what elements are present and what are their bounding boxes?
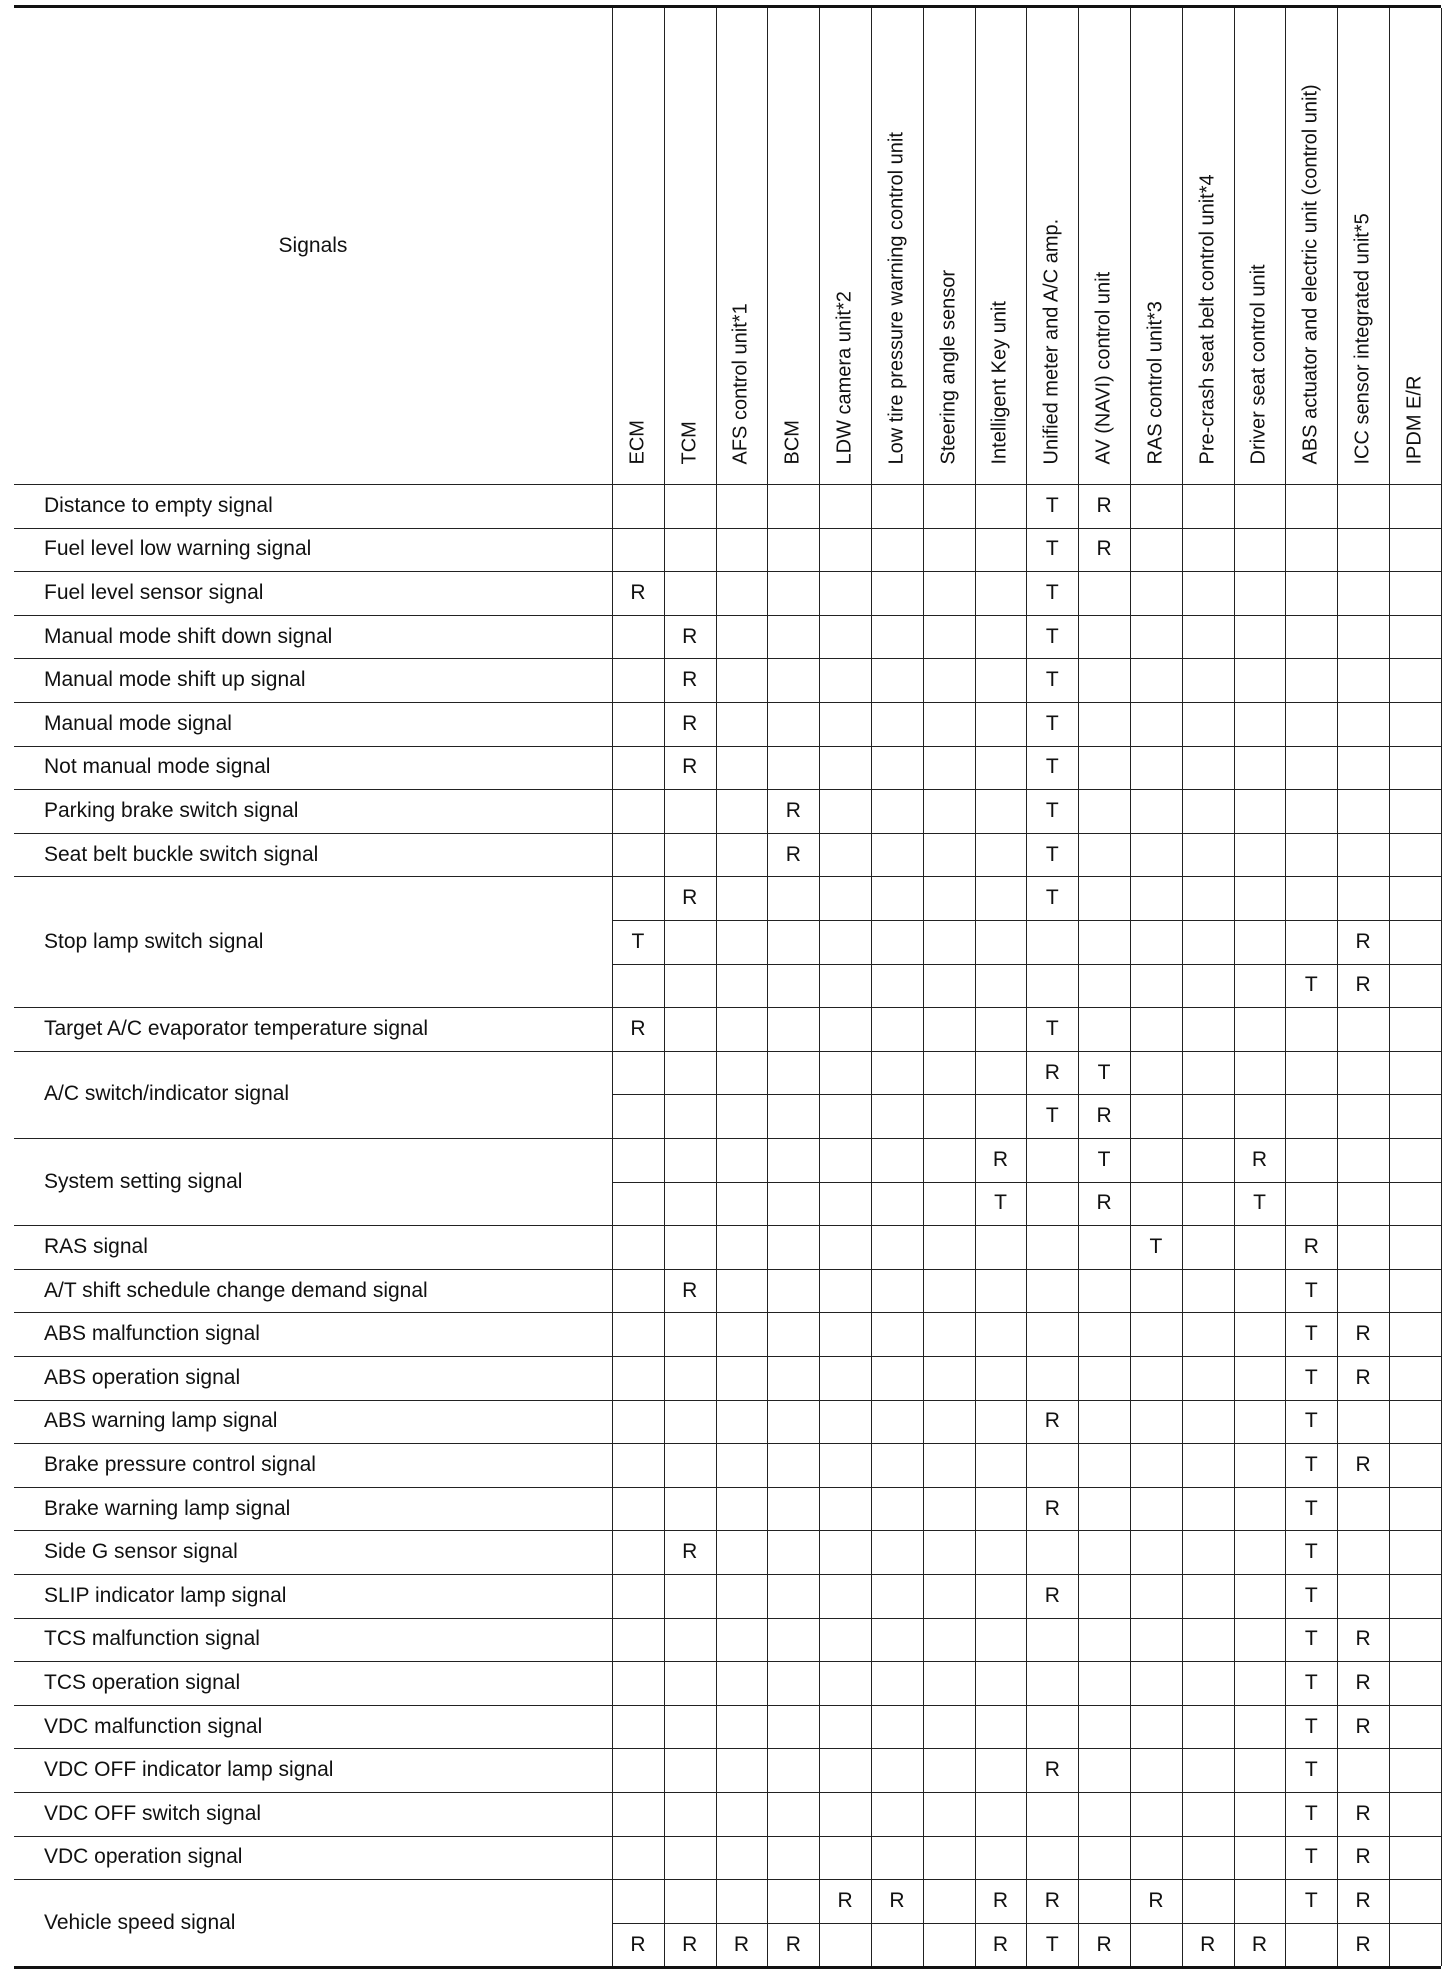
column-divider bbox=[716, 8, 717, 1966]
signal-mark: R bbox=[889, 1888, 905, 1912]
column-header-label: ICC sensor integrated unit*5 bbox=[1351, 213, 1374, 465]
signal-mark: R bbox=[1096, 493, 1112, 517]
column-divider bbox=[1234, 8, 1235, 1966]
signal-mark: T bbox=[1149, 1234, 1163, 1258]
column-header bbox=[1078, 8, 1130, 484]
column-header-label: Driver seat control unit bbox=[1247, 264, 1270, 465]
signal-mark: R bbox=[682, 711, 698, 735]
signal-name: RAS signal bbox=[44, 1234, 148, 1258]
column-header bbox=[975, 8, 1027, 484]
signal-mark: T bbox=[1045, 493, 1059, 517]
signal-mark: R bbox=[1355, 1932, 1371, 1956]
row-divider bbox=[14, 1312, 1441, 1313]
signal-name: Stop lamp switch signal bbox=[44, 929, 264, 953]
signal-name: Target A/C evaporator temperature signal bbox=[44, 1016, 429, 1040]
column-header bbox=[716, 8, 768, 484]
row-divider bbox=[14, 528, 1441, 529]
column-header-label: IPDM E/R bbox=[1403, 375, 1426, 465]
signal-mark: T bbox=[1304, 1452, 1318, 1476]
signal-mark: R bbox=[1355, 1714, 1371, 1738]
column-header-label: Unified meter and A/C amp. bbox=[1040, 218, 1063, 465]
signal-name: VDC operation signal bbox=[44, 1845, 243, 1869]
row-divider bbox=[14, 1269, 1441, 1270]
signal-mark: T bbox=[1045, 798, 1059, 822]
row-divider bbox=[14, 746, 1441, 747]
signal-mark: R bbox=[682, 1932, 698, 1956]
column-divider bbox=[1026, 8, 1027, 1966]
signal-mark: R bbox=[1096, 1104, 1112, 1128]
column-divider bbox=[1441, 8, 1442, 1966]
row-divider bbox=[14, 833, 1441, 834]
signal-mark: T bbox=[1045, 580, 1059, 604]
signal-mark: T bbox=[994, 1191, 1007, 1215]
column-header-label: ABS actuator and electric unit (control unit) bbox=[1299, 84, 1322, 465]
signal-mark: T bbox=[1304, 1845, 1318, 1869]
signal-name: ABS operation signal bbox=[44, 1365, 241, 1389]
row-divider bbox=[14, 1051, 1441, 1052]
signal-name: VDC OFF switch signal bbox=[44, 1801, 262, 1825]
column-header-label: AFS control unit*1 bbox=[729, 303, 752, 465]
column-divider bbox=[1130, 8, 1131, 1966]
column-header bbox=[1337, 8, 1389, 484]
column-header bbox=[612, 8, 664, 484]
column-divider bbox=[664, 8, 665, 1966]
signal-mark: R bbox=[785, 798, 801, 822]
signal-mark: T bbox=[1045, 842, 1059, 866]
signal-name: TCS malfunction signal bbox=[44, 1627, 260, 1651]
signal-mark: T bbox=[1304, 1758, 1318, 1782]
column-header bbox=[819, 8, 871, 484]
signal-name: Brake pressure control signal bbox=[44, 1452, 316, 1476]
signal-name: Manual mode shift up signal bbox=[44, 668, 306, 692]
signal-mark: T bbox=[1304, 1888, 1318, 1912]
signal-mark: R bbox=[1096, 1191, 1112, 1215]
row-divider bbox=[14, 615, 1441, 616]
row-divider bbox=[14, 1836, 1441, 1837]
signal-mark: R bbox=[682, 1540, 698, 1564]
signal-mark: R bbox=[1355, 1670, 1371, 1694]
signal-name: Fuel level low warning signal bbox=[44, 537, 312, 561]
column-divider bbox=[1182, 8, 1183, 1966]
row-divider bbox=[14, 1618, 1441, 1619]
column-header bbox=[923, 8, 975, 484]
signal-name: ABS warning lamp signal bbox=[44, 1409, 278, 1433]
column-divider bbox=[819, 8, 820, 1966]
column-divider bbox=[871, 8, 872, 1966]
row-divider bbox=[14, 702, 1441, 703]
row-divider bbox=[14, 789, 1441, 790]
signal-mark: R bbox=[1355, 1845, 1371, 1869]
column-divider bbox=[975, 8, 976, 1966]
signal-mark: R bbox=[1303, 1234, 1319, 1258]
signal-name: A/C switch/indicator signal bbox=[44, 1082, 290, 1106]
signal-mark: R bbox=[682, 1278, 698, 1302]
signal-mark: R bbox=[1355, 1627, 1371, 1651]
signal-mark: R bbox=[785, 842, 801, 866]
column-header bbox=[1130, 8, 1182, 484]
signal-mark: R bbox=[837, 1888, 853, 1912]
row-divider bbox=[14, 876, 1441, 877]
column-divider bbox=[1337, 8, 1338, 1966]
signal-name: Brake warning lamp signal bbox=[44, 1496, 291, 1520]
row-divider bbox=[14, 1530, 1441, 1531]
signal-name: TCS operation signal bbox=[44, 1670, 241, 1694]
row-divider bbox=[14, 571, 1441, 572]
signal-mark: T bbox=[1097, 1147, 1111, 1171]
signal-mark: R bbox=[1096, 537, 1112, 561]
signal-name: Fuel level sensor signal bbox=[44, 580, 264, 604]
signal-mark: T bbox=[1304, 973, 1318, 997]
row-divider bbox=[14, 1748, 1441, 1749]
column-header-label: RAS control unit*3 bbox=[1144, 301, 1167, 465]
row-divider bbox=[14, 1443, 1441, 1444]
signal-mark: T bbox=[1045, 1104, 1059, 1128]
signal-mark: R bbox=[1044, 1409, 1060, 1433]
signal-name: Manual mode signal bbox=[44, 711, 232, 735]
signal-mark: T bbox=[1045, 711, 1059, 735]
row-divider bbox=[14, 1138, 1441, 1139]
signal-mark: R bbox=[1200, 1932, 1216, 1956]
signal-mark: T bbox=[1304, 1670, 1318, 1694]
signal-name: VDC malfunction signal bbox=[44, 1714, 263, 1738]
signal-name: System setting signal bbox=[44, 1169, 243, 1193]
signal-mark: R bbox=[682, 755, 698, 779]
signal-mark: T bbox=[1253, 1191, 1266, 1215]
signal-name: A/T shift schedule change demand signal bbox=[44, 1278, 428, 1302]
column-header-label: ECM bbox=[626, 420, 649, 465]
signal-mark: R bbox=[1044, 1758, 1060, 1782]
signal-mark: T bbox=[1045, 668, 1059, 692]
signal-name: Vehicle speed signal bbox=[44, 1910, 236, 1934]
header-divider bbox=[14, 484, 1441, 485]
signal-mark: T bbox=[1045, 1016, 1059, 1040]
table-top-border bbox=[14, 5, 1441, 8]
column-header bbox=[1182, 8, 1234, 484]
signal-name: Side G sensor signal bbox=[44, 1540, 238, 1564]
column-divider bbox=[923, 8, 924, 1966]
column-divider bbox=[1389, 8, 1390, 1966]
column-header-label: Intelligent Key unit bbox=[988, 301, 1011, 465]
signal-mark: T bbox=[1304, 1714, 1318, 1738]
column-header bbox=[767, 8, 819, 484]
signal-mark: R bbox=[1044, 1583, 1060, 1607]
signal-mark: R bbox=[733, 1932, 750, 1956]
signal-mark: R bbox=[992, 1888, 1009, 1912]
signal-name: ABS malfunction signal bbox=[44, 1322, 260, 1346]
signal-mark: R bbox=[630, 580, 646, 604]
row-divider bbox=[14, 1007, 1441, 1008]
signal-mark: R bbox=[682, 886, 698, 910]
signal-mark: T bbox=[631, 929, 645, 953]
signal-mark: T bbox=[1045, 537, 1059, 561]
row-divider bbox=[14, 1400, 1441, 1401]
signal-mark: R bbox=[1355, 1452, 1371, 1476]
column-header-label: AV (NAVI) control unit bbox=[1092, 271, 1115, 465]
signal-mark: T bbox=[1304, 1365, 1318, 1389]
signal-mark: R bbox=[682, 624, 698, 648]
column-header-label: Pre-crash seat belt control unit*4 bbox=[1196, 174, 1219, 465]
column-divider bbox=[1078, 8, 1079, 1966]
signal-mark: R bbox=[1251, 1932, 1268, 1956]
row-divider bbox=[14, 658, 1441, 659]
row-divider bbox=[14, 1792, 1441, 1793]
column-header bbox=[1234, 8, 1286, 484]
column-header-label: Steering angle sensor bbox=[937, 269, 960, 465]
signal-mark: R bbox=[992, 1147, 1009, 1171]
row-divider bbox=[14, 1661, 1441, 1662]
signal-mark: R bbox=[1355, 1322, 1371, 1346]
signal-mark: T bbox=[1045, 624, 1059, 648]
column-divider bbox=[1285, 8, 1286, 1966]
signal-mark: R bbox=[1355, 929, 1371, 953]
signal-mark: R bbox=[1096, 1932, 1112, 1956]
column-header-label: LDW camera unit*2 bbox=[833, 291, 856, 465]
signal-mark: R bbox=[1044, 1496, 1060, 1520]
column-header bbox=[1389, 8, 1441, 484]
row-divider bbox=[14, 1225, 1441, 1226]
signal-mark: T bbox=[1304, 1278, 1318, 1302]
column-header-label: Low tire pressure warning control unit bbox=[885, 132, 908, 465]
row-divider bbox=[14, 1879, 1441, 1880]
column-divider bbox=[612, 8, 613, 1966]
signal-mark: T bbox=[1304, 1409, 1318, 1433]
signal-mark: T bbox=[1045, 755, 1059, 779]
row-divider bbox=[14, 1705, 1441, 1706]
signal-mark: R bbox=[785, 1932, 801, 1956]
column-header bbox=[664, 8, 716, 484]
signal-mark: R bbox=[630, 1932, 646, 1956]
signal-name: Parking brake switch signal bbox=[44, 798, 299, 822]
signal-mark: T bbox=[1304, 1583, 1318, 1607]
column-header-label: TCM bbox=[678, 421, 701, 465]
signal-name: Distance to empty signal bbox=[44, 493, 273, 517]
signal-mark: R bbox=[682, 668, 698, 692]
row-divider bbox=[14, 1356, 1441, 1357]
signal-name: SLIP indicator lamp signal bbox=[44, 1583, 287, 1607]
signal-mark: R bbox=[1355, 1801, 1371, 1825]
signal-mark: R bbox=[630, 1016, 646, 1040]
signal-mark: R bbox=[1148, 1888, 1164, 1912]
signal-mark: T bbox=[1304, 1322, 1318, 1346]
signal-mark: R bbox=[1355, 973, 1371, 997]
signal-mark: T bbox=[1045, 1932, 1059, 1956]
signal-mark: T bbox=[1304, 1627, 1318, 1651]
row-divider bbox=[14, 1574, 1441, 1575]
signal-name: VDC OFF indicator lamp signal bbox=[44, 1758, 334, 1782]
signals-header: Signals bbox=[278, 234, 348, 257]
column-header bbox=[1026, 8, 1078, 484]
signal-mark: T bbox=[1304, 1801, 1318, 1825]
signal-mark: T bbox=[1304, 1540, 1318, 1564]
signal-name: Seat belt buckle switch signal bbox=[44, 842, 319, 866]
row-divider bbox=[14, 1487, 1441, 1488]
signal-mark: R bbox=[1044, 1060, 1060, 1084]
signal-mark: R bbox=[1251, 1147, 1268, 1171]
column-header-label: BCM bbox=[781, 420, 804, 465]
signal-mark: T bbox=[1045, 886, 1059, 910]
signal-mark: R bbox=[1355, 1888, 1371, 1912]
signal-mark: R bbox=[992, 1932, 1009, 1956]
signal-mark: R bbox=[1355, 1365, 1371, 1389]
signal-name: Not manual mode signal bbox=[44, 755, 271, 779]
signal-mark: R bbox=[1044, 1888, 1060, 1912]
signal-mark: T bbox=[1304, 1496, 1318, 1520]
column-divider bbox=[767, 8, 768, 1966]
signal-name: Manual mode shift down signal bbox=[44, 624, 333, 648]
column-header bbox=[1285, 8, 1337, 484]
column-header bbox=[871, 8, 923, 484]
signal-mark: T bbox=[1097, 1060, 1111, 1084]
